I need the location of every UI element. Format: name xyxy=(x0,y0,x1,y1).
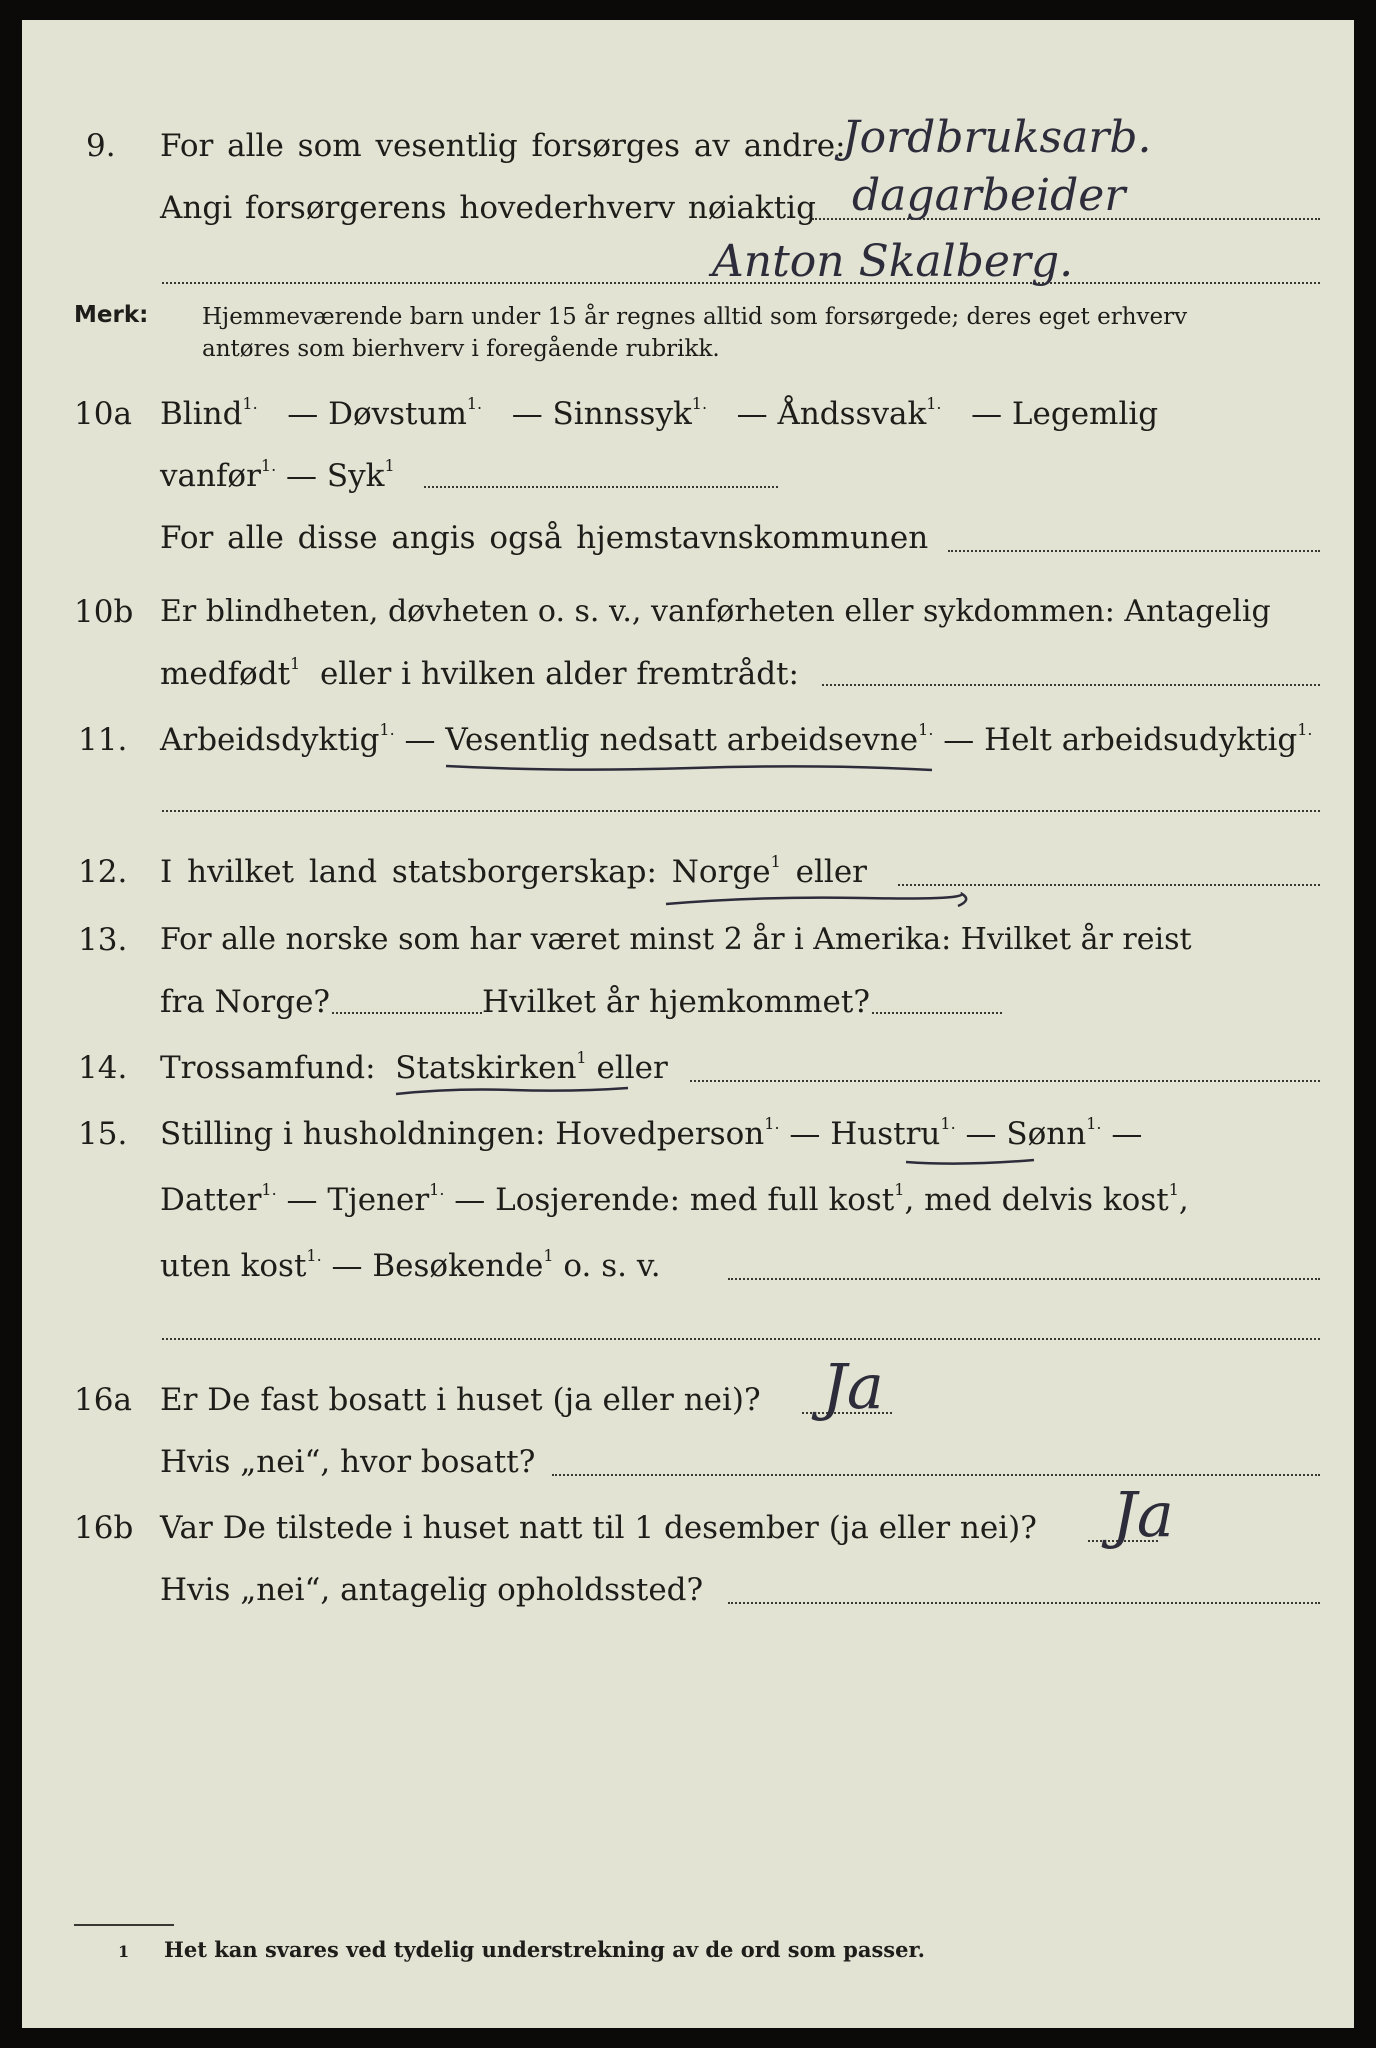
q12-norge: Norge xyxy=(671,854,771,890)
q14-statskirken: Statskirken xyxy=(395,1050,577,1086)
q16a-line1: Er De fast bosatt i huset (ja eller nei)? xyxy=(160,1382,761,1418)
footnote-marker: 1 xyxy=(118,1942,130,1961)
item-number-10b: 10b xyxy=(74,594,134,630)
q14-line: Trossamfund: Statskirken$^1$ eller xyxy=(160,1048,668,1086)
q14-text: Trossamfund: xyxy=(160,1050,376,1086)
footnote-text: Het kan svares ved tydelig understrekning av de ord som passer. xyxy=(164,1937,925,1962)
q15-extra-line xyxy=(162,1338,1320,1340)
q13-line2b: Hvilket år hjemkommet? xyxy=(482,984,870,1020)
q10a-line1: Blind$^{1.}$ — Døvstum$^{1.}$ — Sinnssyk$^{1.}$ — Åndssvak$^{1.}$ — Legemlig xyxy=(160,394,1159,432)
q9-answer-handwritten: Jordbruksarb. xyxy=(842,112,1152,163)
q14-eller: eller xyxy=(596,1050,668,1086)
item-number-9: 9. xyxy=(86,128,116,164)
footnote-rule xyxy=(74,1924,174,1926)
q11-nedsatt: — Vesentlig nedsatt arbeidsevne xyxy=(404,722,919,758)
q10a-vanfor: vanfør xyxy=(160,458,261,494)
q15-hustru: Hustru xyxy=(830,1116,941,1152)
q16b-opholdssted-line xyxy=(728,1602,1320,1604)
q12-answer-line xyxy=(898,884,1320,886)
q15-handwritten-underline xyxy=(902,1154,1042,1170)
q13-line2a: fra Norge? xyxy=(160,984,331,1020)
q10a-syk: — Syk xyxy=(286,458,385,494)
q16a-bosatt-line xyxy=(552,1474,1320,1476)
q10b-line1: Er blindheten, døvheten o. s. v., vanførheten eller sykdommen: Antagelig xyxy=(160,594,1271,629)
item-number-11: 11. xyxy=(78,722,128,758)
q12-handwritten-underline xyxy=(662,888,982,918)
q15-line1: Stilling i husholdningen: Hovedperson$^{1.}$ — Hustru$^{1.}$ — Sønn$^{1.}$ — xyxy=(160,1114,1143,1152)
q14-handwritten-underline xyxy=(392,1084,632,1104)
q10a-line2: vanfør$^{1.}$ — Syk$^1$ xyxy=(160,456,395,494)
q10b-medfodt: medfødt xyxy=(160,656,291,692)
q10a-dovstum: — Døvstum xyxy=(287,396,467,432)
q11-udyktig: — Helt arbeidsudyktig xyxy=(943,722,1298,758)
item-number-10a: 10a xyxy=(74,396,132,432)
q15-line2: Datter$^{1.}$ — Tjener$^{1.}$ — Losjerende: med full kost$^1$, med delvis kost$^1$, xyxy=(160,1180,1189,1218)
q15-line3: uten kost$^{1.}$ — Besøkende$^1$ o. s. v. xyxy=(160,1246,661,1284)
q9-line2: Angi forsørgerens hovederhverv nøiaktig xyxy=(160,190,816,226)
item-number-16b: 16b xyxy=(74,1510,134,1546)
q10a-syk-line xyxy=(424,486,778,488)
q10a-legemlig: — Legemlig xyxy=(971,396,1159,432)
q14-answer-line xyxy=(690,1080,1320,1082)
q16b-line1: Var De tilstede i huset natt til 1 desember (ja eller nei)? xyxy=(160,1510,1037,1546)
q9-answer3-handwritten: Anton Skalberg. xyxy=(712,236,1074,287)
q11-handwritten-underline xyxy=(442,758,942,778)
q16b-answer-handwritten: Ja xyxy=(1112,1478,1174,1551)
q9-answer2-handwritten: dagarbeider xyxy=(852,170,1126,221)
q11-extra-line xyxy=(162,810,1320,812)
q16a-answer-handwritten: Ja xyxy=(822,1350,884,1423)
merk-line1: Hjemmeværende barn under 15 år regnes alltid som forsørgede; deres eget erhverv xyxy=(202,304,1188,330)
q10a-hjemstavn-line xyxy=(948,550,1320,552)
q10b-answer-line xyxy=(822,684,1320,686)
q15-answer-line xyxy=(728,1278,1320,1280)
q13-line1: For alle norske som har været minst 2 år i Amerika: Hvilket år reist xyxy=(160,922,1192,957)
q11-arbeidsdyktig: Arbeidsdyktig xyxy=(160,722,380,758)
census-form-page xyxy=(22,20,1354,2028)
merk-label: Merk: xyxy=(74,302,149,328)
q10a-andssvak: — Åndssvak xyxy=(736,396,927,432)
item-number-12: 12. xyxy=(78,854,128,890)
q10b-line2: medfødt$^1$ eller i hvilken alder fremtrådt: xyxy=(160,654,799,692)
q12-line: I hvilket land statsborgerskap: Norge$^1$ eller xyxy=(160,852,867,890)
q10a-sinnssyk: — Sinnssyk xyxy=(511,396,692,432)
q10a-blind: Blind xyxy=(160,396,243,432)
item-number-13: 13. xyxy=(78,922,128,958)
q13-hjemkommet-line xyxy=(872,1012,1002,1014)
item-number-15: 15. xyxy=(78,1116,128,1152)
q10a-line3: For alle disse angis også hjemstavnskommunen xyxy=(160,520,929,556)
q10b-alder: eller i hvilken alder fremtrådt: xyxy=(319,656,799,692)
q11-line: Arbeidsdyktig$^{1.}$ — Vesentlig nedsatt arbeidsevne$^{1.}$ — Helt arbeidsudyktig$^{1.}$ xyxy=(160,720,1313,758)
merk-line2: antøres som bierhverv i foregående rubrikk. xyxy=(202,336,720,362)
q16b-line2: Hvis „nei“, antagelig opholdssted? xyxy=(160,1572,704,1608)
item-number-14: 14. xyxy=(78,1050,128,1086)
q12-text: I hvilket land statsborgerskap: xyxy=(160,854,657,890)
item-number-16a: 16a xyxy=(74,1382,132,1418)
q9-line1: For alle som vesentlig forsørges av andre: xyxy=(160,128,846,164)
q12-eller: eller xyxy=(795,854,867,890)
q13-reist-line xyxy=(332,1012,482,1014)
q16a-line2: Hvis „nei“, hvor bosatt? xyxy=(160,1444,536,1480)
